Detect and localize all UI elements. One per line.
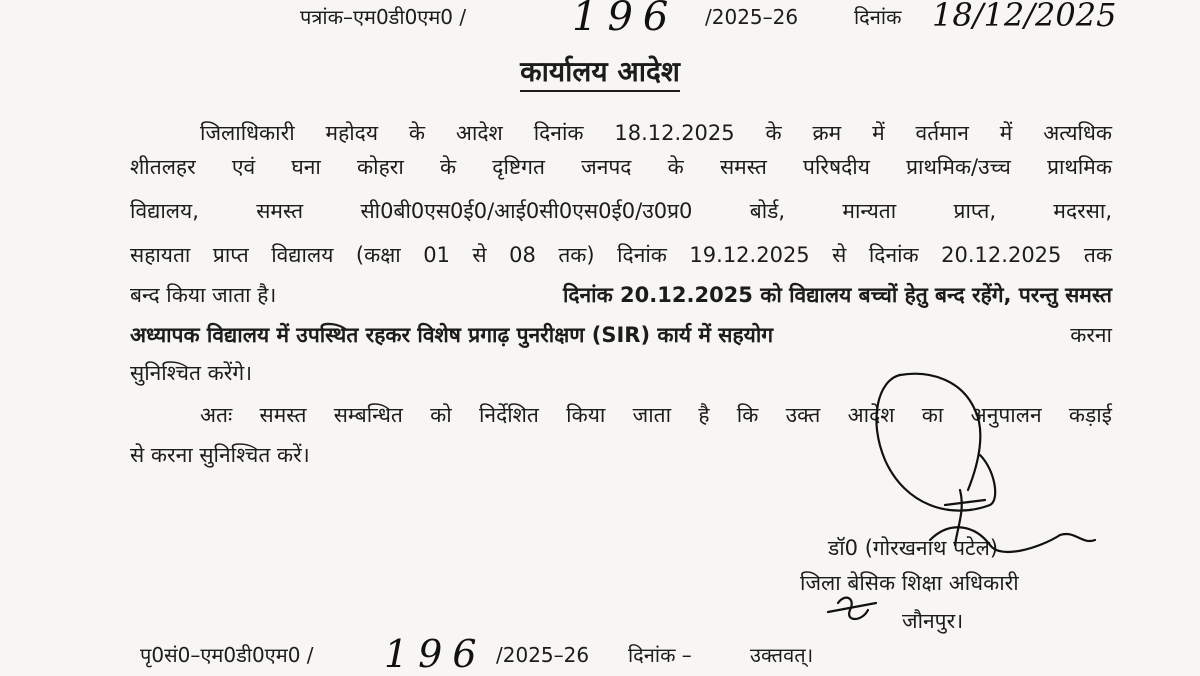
para1-line4: सहायता प्राप्त विद्यालय (कक्षा 01 से 08 तक) दिनांक 19.12.2025 से दिनांक 20.12.2025 तक	[130, 243, 1112, 267]
handwritten-reference-number: 196	[572, 0, 679, 40]
reference-prefix: पत्रांक–एम0डी0एम0 /	[300, 5, 467, 29]
footer-handwritten-reference-number: 196	[384, 632, 487, 676]
para1-line1: जिलाधिकारी महोदय के आदेश दिनांक 18.12.2025 के क्रम में वर्तमान में अत्यधिक	[200, 121, 1112, 145]
para2-line1: अतः समस्त सम्बन्धित को निर्देशित किया जाता है कि उक्त आदेश का अनुपालन कड़ाई	[200, 403, 1112, 427]
para1-line5	[130, 280, 1112, 310]
footer-date-label: दिनांक –	[628, 643, 692, 667]
para1-line2: शीतलहर एवं घना कोहरा के दृष्टिगत जनपद के समस्त परिषदीय प्राथमिक/उच्च प्राथमिक	[130, 155, 1112, 179]
reference-year: /2025–26	[705, 5, 799, 29]
signatory-name: डॉ0 (गोरखनाथ पटेल)	[828, 536, 999, 560]
page-title	[0, 52, 1200, 90]
footer-reference-year: /2025–26	[496, 643, 590, 667]
para1-line6-bold: अध्यापक विद्यालय में उपस्थित रहकर विशेष प्रगाढ़ पुनरीक्षण (SIR) कार्य में सहयोग	[130, 323, 774, 347]
para2-line2: से करना सुनिश्चित करें।	[130, 443, 310, 467]
date-label: दिनांक	[854, 5, 902, 29]
footer-reference-prefix: पृ0सं0–एम0डी0एम0 /	[140, 643, 314, 667]
handwritten-date: 18/12/2025	[932, 0, 1117, 34]
para1-line7: सुनिश्चित करेंगे।	[130, 361, 253, 385]
para1-line6-plain: करना	[1070, 323, 1112, 347]
title-text: कार्यालय आदेश	[520, 55, 680, 92]
para1-line5-plain: बन्द किया जाता है।	[130, 283, 277, 307]
signatory-place: जौनपुर।	[902, 609, 964, 633]
para1-line6	[130, 320, 1112, 350]
para1-line3: विद्यालय, समस्त सी0बी0एस0ई0/आई0सी0एस0ई0/उ0प्र0 बोर्ड, मान्यता प्राप्त, मदरसा,	[130, 199, 1112, 223]
para1-line5-bold: दिनांक 20.12.2025 को विद्यालय बच्चों हेतु बन्द रहेंगे, परन्तु समस्त	[562, 283, 1112, 307]
signatory-designation: जिला बेसिक शिक्षा अधिकारी	[800, 571, 1019, 595]
footer-date-value: उक्तवत्।	[750, 643, 814, 667]
